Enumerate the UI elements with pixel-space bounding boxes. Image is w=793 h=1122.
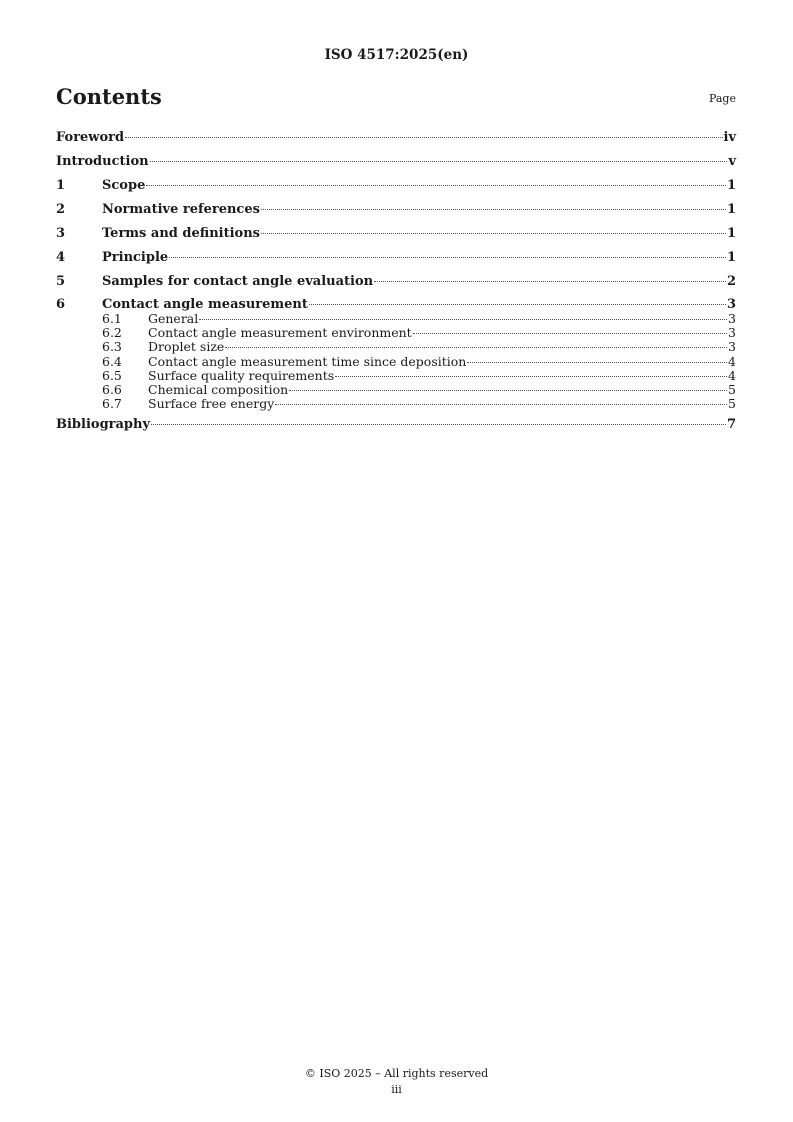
toc-entry-page: 1: [726, 178, 736, 193]
toc-entry-page: 1: [726, 202, 736, 217]
toc-entry-number: 6.7: [102, 396, 122, 412]
toc-entry-page: 7: [726, 417, 736, 433]
toc-entry-number: 6: [56, 297, 66, 312]
toc-entry-title: Surface quality requirements: [148, 367, 335, 383]
document-id-header: ISO 4517:2025(en): [324, 47, 469, 63]
toc-entry-page: 3: [728, 311, 736, 326]
toc-leader-dots: [151, 424, 726, 425]
toc-entry-title: Terms and definitions: [102, 226, 260, 241]
toc-entry-title: General: [148, 311, 199, 326]
toc-leader-dots: [146, 185, 726, 186]
toc-leader-dots: [125, 137, 722, 138]
toc-entry-page: 3: [728, 339, 736, 355]
toc-entry-title: Contact angle measurement time since deposition: [148, 353, 467, 369]
page-column-label: Page: [708, 92, 736, 105]
toc-entry-title: Samples for contact angle evaluation: [102, 274, 374, 289]
toc-entry-foreword[interactable]: [56, 128, 736, 152]
toc-subentry-surface-quality[interactable]: [56, 369, 736, 383]
page-number: iii: [391, 1083, 402, 1096]
toc-leader-dots: [374, 281, 726, 282]
toc-entry-number: 6.1: [102, 311, 122, 326]
copyright-notice: © ISO 2025 – All rights reserved: [304, 1067, 489, 1080]
toc-entry-number: 6.6: [102, 381, 122, 397]
toc-entry-number: 5: [56, 274, 66, 289]
toc-leader-dots: [309, 304, 726, 305]
toc-entry-contact-angle-measurement[interactable]: [56, 296, 736, 312]
toc-subentry-chemical-composition[interactable]: [56, 383, 736, 397]
toc-subentry-measurement-environment[interactable]: [56, 326, 736, 340]
toc-entry-title: Scope: [102, 178, 146, 193]
toc-entry-title: Foreword: [56, 130, 125, 145]
toc-entry-title: Principle: [102, 250, 169, 265]
toc-entry-number: 6.5: [102, 367, 122, 383]
toc-entry-scope[interactable]: [56, 176, 736, 200]
toc-entry-title: Contact angle measurement: [102, 297, 308, 312]
toc-entry-number: 2: [56, 202, 66, 217]
toc-leader-dots: [261, 209, 726, 210]
toc-entry-page: v: [728, 154, 736, 169]
toc-entry-terms-and-definitions[interactable]: [56, 224, 736, 248]
contents-heading: Contents: [56, 84, 162, 109]
toc-entry-page: 3: [726, 297, 736, 312]
toc-subentry-general[interactable]: [56, 312, 736, 326]
toc-entry-title: Chemical composition: [148, 381, 289, 397]
toc-leader-dots: [413, 333, 727, 334]
toc-entry-page: 5: [728, 381, 736, 397]
toc-entry-page: 1: [726, 250, 736, 265]
toc-entry-page: 3: [728, 325, 736, 341]
toc-subentry-surface-free-energy[interactable]: [56, 397, 736, 411]
toc-entry-page: 4: [728, 353, 736, 369]
toc-entry-number: 1: [56, 178, 66, 193]
toc-entry-number: 4: [56, 250, 66, 265]
toc-leader-dots: [169, 257, 726, 258]
toc-entry-samples[interactable]: [56, 272, 736, 296]
toc-entry-number: 6.2: [102, 325, 122, 341]
toc-entry-page: 1: [726, 226, 736, 241]
toc-leader-dots: [467, 362, 727, 363]
toc-entry-page: 5: [728, 396, 736, 412]
toc-subentry-measurement-time[interactable]: [56, 355, 736, 369]
toc-leader-dots: [199, 319, 727, 320]
toc-leader-dots: [150, 161, 728, 162]
toc-leader-dots: [275, 404, 727, 405]
toc-leader-dots: [289, 390, 727, 391]
toc-entry-page: 4: [728, 367, 736, 383]
toc-entry-number: 6.4: [102, 353, 122, 369]
toc-leader-dots: [335, 376, 727, 377]
toc-leader-dots: [261, 233, 726, 234]
table-of-contents: [56, 128, 736, 439]
toc-entry-page: 2: [726, 274, 736, 289]
toc-entry-normative-references[interactable]: [56, 200, 736, 224]
toc-leader-dots: [225, 347, 727, 348]
toc-entry-introduction[interactable]: [56, 152, 736, 176]
toc-entry-page: iv: [723, 130, 736, 145]
toc-entry-bibliography[interactable]: [56, 415, 736, 439]
toc-entry-number: 3: [56, 226, 66, 241]
toc-entry-title: Introduction: [56, 154, 149, 169]
toc-entry-principle[interactable]: [56, 248, 736, 272]
toc-entry-title: Contact angle measurement environment: [148, 325, 412, 341]
toc-entry-title: Surface free energy: [148, 396, 275, 412]
toc-subentry-droplet-size[interactable]: [56, 340, 736, 354]
toc-entry-title: Bibliography: [56, 417, 151, 433]
toc-entry-title: Droplet size: [148, 339, 225, 355]
toc-entry-number: 6.3: [102, 339, 122, 355]
toc-entry-title: Normative references: [102, 202, 260, 217]
